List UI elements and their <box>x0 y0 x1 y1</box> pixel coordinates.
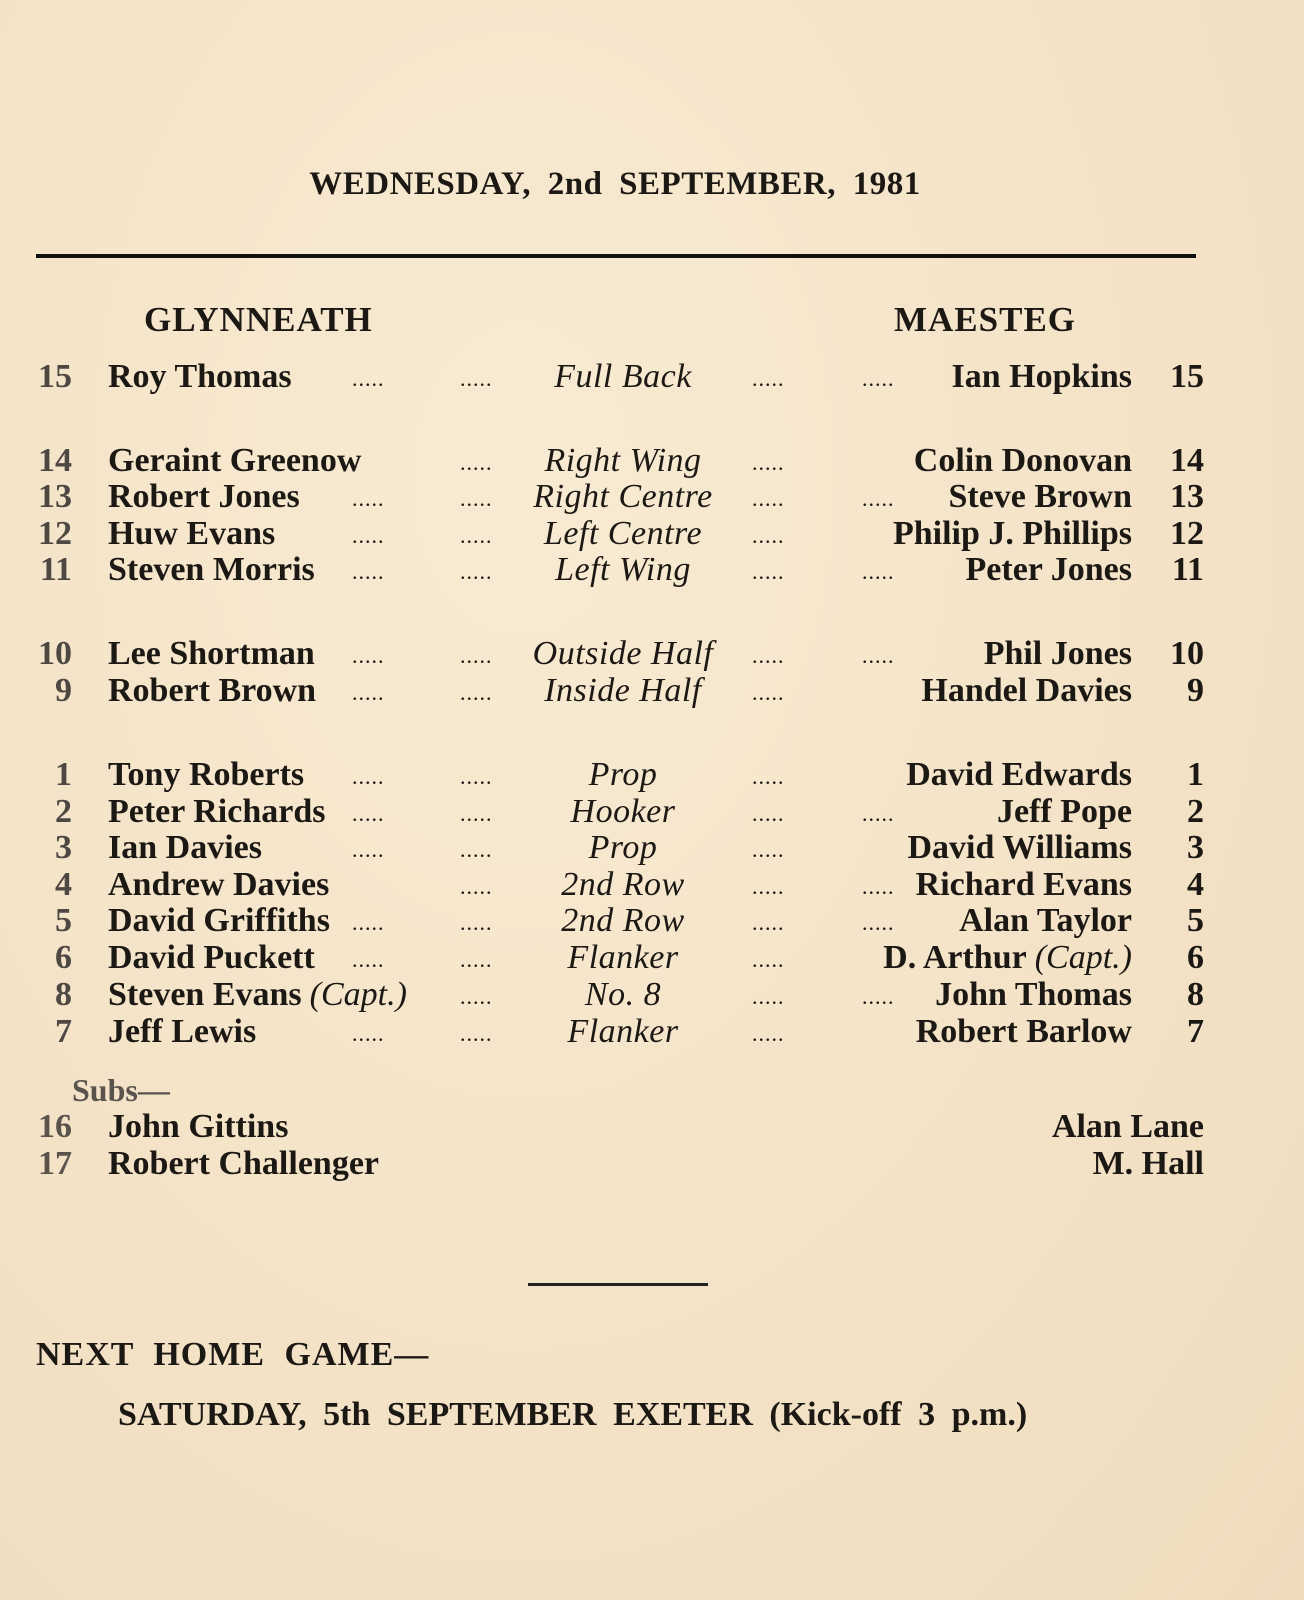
position-label: Hooker <box>570 793 676 830</box>
position-label: Prop <box>588 829 658 866</box>
player-row <box>0 515 1304 553</box>
home-player-name <box>108 442 361 480</box>
home-player-name-text: Lee Shortman <box>108 635 315 672</box>
match-date: WEDNESDAY, 2nd SEPTEMBER, 1981 <box>309 166 921 202</box>
away-player-name-text: Robert Barlow <box>915 1013 1132 1050</box>
player-row <box>0 939 1304 977</box>
leader-dots: ..... <box>352 837 385 862</box>
leader-dots: ..... <box>752 984 785 1009</box>
player-row <box>0 1013 1304 1051</box>
leader-dots: ..... <box>752 643 785 668</box>
subs-label: Subs— <box>72 1072 170 1108</box>
player-row <box>0 829 1304 867</box>
away-player-name-text: Richard Evans <box>915 866 1132 903</box>
leader-dots: ..... <box>460 680 493 705</box>
home-sub-name: Robert Challenger <box>108 1145 380 1182</box>
leader-dots: ..... <box>460 486 493 511</box>
away-player-number: 12 <box>1170 515 1204 552</box>
home-player-number: 1 <box>55 756 72 793</box>
home-player-name-text: Geraint Greenow <box>108 442 362 479</box>
away-player-number: 3 <box>1187 829 1204 866</box>
home-player-name <box>108 756 304 794</box>
leader-dots: ..... <box>460 1021 493 1046</box>
leader-dots: ..... <box>460 910 493 935</box>
away-player-number: 13 <box>1170 478 1204 515</box>
away-sub-name: Alan Lane <box>1051 1108 1204 1145</box>
leader-dots: ..... <box>352 559 385 584</box>
home-player-name-text: Tony Roberts <box>108 756 305 793</box>
away-player-name <box>921 672 1132 710</box>
leader-dots: ..... <box>862 366 895 391</box>
home-player-number: 6 <box>55 939 72 976</box>
home-player-name-text: Ian Davies <box>108 829 262 866</box>
position-label: Left Centre <box>543 515 703 552</box>
player-row <box>0 442 1304 480</box>
position-label: 2nd Row <box>561 866 685 903</box>
away-player-name <box>966 551 1132 589</box>
home-player-name-text: Roy Thomas <box>108 358 292 395</box>
away-player-number: 8 <box>1187 976 1204 1013</box>
away-player-number: 2 <box>1187 793 1204 830</box>
away-player-number: 5 <box>1187 902 1204 939</box>
home-player-name <box>108 358 292 396</box>
away-player-name <box>984 635 1132 673</box>
home-player-number: 15 <box>38 358 72 395</box>
away-player-name-text: Peter Jones <box>965 551 1132 588</box>
away-player-name-text: John Thomas <box>935 976 1132 1013</box>
leader-dots: ..... <box>460 801 493 826</box>
home-player-name <box>108 635 315 673</box>
away-player-name <box>935 976 1132 1014</box>
player-row <box>0 793 1304 831</box>
home-player-name-text: Peter Richards <box>108 793 326 830</box>
away-player-number: 6 <box>1187 939 1204 976</box>
home-sub-name: John Gittins <box>108 1108 289 1145</box>
away-player-number: 4 <box>1187 866 1204 903</box>
away-player-number: 10 <box>1170 635 1204 672</box>
leader-dots: ..... <box>862 559 895 584</box>
leader-dots: ..... <box>460 764 493 789</box>
leader-dots: ..... <box>352 910 385 935</box>
leader-dots: ..... <box>862 910 895 935</box>
away-player-name-text: Steve Brown <box>948 478 1132 515</box>
home-player-name <box>108 672 316 710</box>
leader-dots: ..... <box>752 874 785 899</box>
sub-number: 17 <box>38 1145 72 1182</box>
leader-dots: ..... <box>862 801 895 826</box>
home-player-number: 4 <box>55 866 72 903</box>
home-player-name-text: Jeff Lewis <box>108 1013 257 1050</box>
leader-dots: ..... <box>752 837 785 862</box>
home-player-name <box>108 976 407 1014</box>
home-player-number: 7 <box>55 1013 72 1050</box>
away-player-name <box>916 866 1132 904</box>
player-row <box>0 866 1304 904</box>
leader-dots: ..... <box>460 450 493 475</box>
leader-dots: ..... <box>862 984 895 1009</box>
away-player-name <box>948 478 1132 516</box>
leader-dots: ..... <box>352 801 385 826</box>
leader-dots: ..... <box>352 486 385 511</box>
away-player-name <box>952 358 1133 396</box>
home-player-name-text: Robert Brown <box>108 672 317 709</box>
away-player-name <box>907 829 1132 867</box>
away-player-name <box>893 515 1132 553</box>
away-player-name-text: Phil Jones <box>983 635 1132 672</box>
home-player-name-text: Steven Evans <box>108 976 302 1013</box>
away-player-name <box>997 793 1132 831</box>
leader-dots: ..... <box>862 874 895 899</box>
home-player-number: 5 <box>55 902 72 939</box>
leader-dots: ..... <box>862 486 895 511</box>
home-player-name-text: David Griffiths <box>108 902 330 939</box>
leader-dots: ..... <box>352 1021 385 1046</box>
away-player-number: 15 <box>1170 358 1204 395</box>
away-player-number: 11 <box>1171 551 1204 588</box>
home-player-name-text: Robert Jones <box>108 478 300 515</box>
home-player-name <box>108 939 315 977</box>
home-player-name <box>108 478 300 516</box>
player-row <box>0 635 1304 673</box>
away-player-name-text: David Williams <box>907 829 1132 866</box>
leader-dots: ..... <box>352 947 385 972</box>
player-row <box>0 478 1304 516</box>
leader-dots: ..... <box>752 1021 785 1046</box>
home-player-name-text: Steven Morris <box>108 551 315 588</box>
section-divider <box>528 1283 708 1286</box>
away-player-name <box>883 939 1132 977</box>
home-player-number: 12 <box>38 515 72 552</box>
home-player-number: 9 <box>55 672 72 709</box>
home-player-name-text: Huw Evans <box>108 515 276 552</box>
home-player-number: 2 <box>55 793 72 830</box>
leader-dots: ..... <box>752 450 785 475</box>
away-player-name <box>959 902 1132 940</box>
home-player-name <box>108 829 262 867</box>
away-player-name-text: D. Arthur <box>883 939 1027 976</box>
away-player-name-text: Ian Hopkins <box>951 358 1132 395</box>
top-divider <box>36 254 1196 258</box>
home-player-name <box>108 902 330 940</box>
leader-dots: ..... <box>752 680 785 705</box>
away-player-name-text: Alan Taylor <box>959 902 1132 939</box>
leader-dots: ..... <box>752 910 785 935</box>
home-player-name-text: David Puckett <box>108 939 315 976</box>
leader-dots: ..... <box>352 366 385 391</box>
home-player-name <box>108 866 329 904</box>
position-label: Right Centre <box>533 478 713 515</box>
leader-dots: ..... <box>460 643 493 668</box>
home-player-number: 10 <box>38 635 72 672</box>
home-player-name <box>108 793 325 831</box>
leader-dots: ..... <box>862 643 895 668</box>
home-player-number: 8 <box>55 976 72 1013</box>
away-player-name <box>916 1013 1132 1051</box>
next-home-game-label: NEXT HOME GAME— <box>36 1336 430 1373</box>
home-player-number: 3 <box>55 829 72 866</box>
player-row <box>0 551 1304 589</box>
away-player-number: 1 <box>1187 756 1204 793</box>
captain-marker: (Capt.) <box>1034 939 1132 976</box>
home-player-name <box>108 515 275 553</box>
player-row <box>0 358 1304 396</box>
leader-dots: ..... <box>460 366 493 391</box>
away-player-name-text: Jeff Pope <box>996 793 1132 830</box>
next-home-game-details: SATURDAY, 5th SEPTEMBER EXETER (Kick-off 3 p.m.) <box>118 1396 1028 1433</box>
leader-dots: ..... <box>752 764 785 789</box>
leader-dots: ..... <box>752 801 785 826</box>
leader-dots: ..... <box>460 837 493 862</box>
sub-number: 16 <box>38 1108 72 1145</box>
away-team-name: MAESTEG <box>894 300 1077 339</box>
away-player-name <box>914 442 1132 480</box>
leader-dots: ..... <box>460 523 493 548</box>
player-row <box>0 756 1304 794</box>
away-player-name-text: David Edwards <box>906 756 1132 793</box>
position-label: Left Wing <box>555 551 691 588</box>
leader-dots: ..... <box>352 643 385 668</box>
position-label: No. 8 <box>584 976 662 1013</box>
position-label: Prop <box>588 756 658 793</box>
position-label: Full Back <box>554 358 692 395</box>
away-player-name-text: Philip J. Phillips <box>892 515 1132 552</box>
home-player-name-text: Andrew Davies <box>108 866 330 903</box>
leader-dots: ..... <box>460 947 493 972</box>
home-player-number: 14 <box>38 442 72 479</box>
position-label: Right Wing <box>544 442 702 479</box>
away-player-number: 14 <box>1170 442 1204 479</box>
position-label: Inside Half <box>544 672 702 709</box>
home-player-name <box>108 1013 256 1051</box>
away-player-name-text: Colin Donovan <box>913 442 1132 479</box>
leader-dots: ..... <box>460 984 493 1009</box>
position-label: Flanker <box>567 1013 679 1050</box>
away-player-name-text: Handel Davies <box>921 672 1132 709</box>
player-row <box>0 902 1304 940</box>
leader-dots: ..... <box>752 559 785 584</box>
leader-dots: ..... <box>352 523 385 548</box>
position-label: Outside Half <box>532 635 714 672</box>
leader-dots: ..... <box>752 947 785 972</box>
leader-dots: ..... <box>352 764 385 789</box>
leader-dots: ..... <box>460 874 493 899</box>
leader-dots: ..... <box>752 486 785 511</box>
position-label: 2nd Row <box>561 902 685 939</box>
home-player-number: 11 <box>39 551 72 588</box>
home-player-number: 13 <box>38 478 72 515</box>
away-player-number: 7 <box>1187 1013 1204 1050</box>
leader-dots: ..... <box>752 523 785 548</box>
captain-marker: (Capt.) <box>309 976 407 1013</box>
away-player-number: 9 <box>1187 672 1204 709</box>
position-label: Flanker <box>567 939 679 976</box>
player-row <box>0 976 1304 1014</box>
leader-dots: ..... <box>352 680 385 705</box>
home-team-name: GLYNNEATH <box>144 300 373 339</box>
player-row <box>0 672 1304 710</box>
leader-dots: ..... <box>752 366 785 391</box>
leader-dots: ..... <box>460 559 493 584</box>
away-player-name <box>906 756 1132 794</box>
home-player-name <box>108 551 315 589</box>
away-sub-name: M. Hall <box>1092 1145 1204 1182</box>
